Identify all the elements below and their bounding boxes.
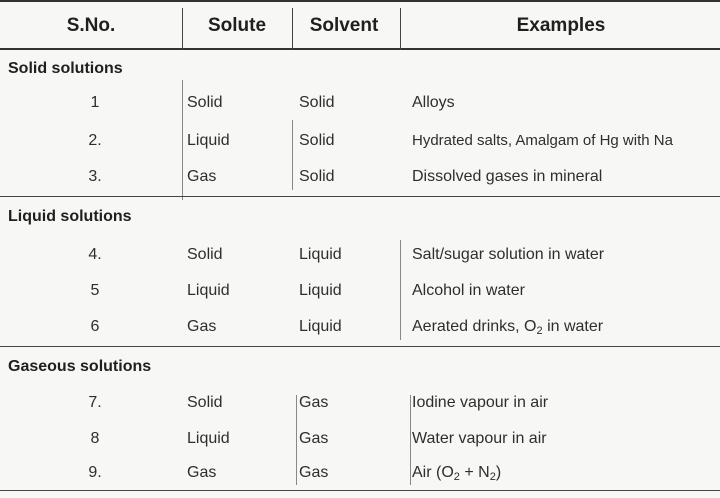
table-bottom-rule bbox=[0, 490, 720, 491]
example-cell bbox=[412, 456, 718, 490]
sno-cell: 4. bbox=[88, 246, 102, 263]
example-cell: Hydrated salts, Amalgam of Hg with Na bbox=[412, 132, 673, 149]
solvent-cell: Liquid bbox=[299, 318, 342, 335]
solute-cell: Liquid bbox=[187, 430, 230, 447]
sno-cell: 9. bbox=[88, 464, 102, 481]
solvent-cell: Liquid bbox=[299, 246, 342, 263]
sno-cell: 7. bbox=[88, 394, 102, 411]
solute-cell: Liquid bbox=[187, 282, 230, 299]
solvent-cell: Solid bbox=[299, 94, 335, 111]
table-row bbox=[0, 238, 720, 272]
solvent-cell: Solid bbox=[299, 168, 335, 185]
solute-cell: Solid bbox=[187, 94, 223, 111]
header-solute: Solute bbox=[207, 15, 267, 36]
table-row bbox=[0, 310, 720, 344]
table-row bbox=[0, 422, 720, 456]
table-row bbox=[0, 124, 720, 158]
sno-cell: 2. bbox=[88, 132, 102, 149]
solvent-cell: Gas bbox=[299, 464, 329, 481]
example-cell bbox=[412, 310, 718, 344]
header-examples: Examples bbox=[516, 15, 606, 36]
example-text: + N bbox=[459, 464, 490, 481]
section-title-gaseous: Gaseous solutions bbox=[8, 358, 152, 375]
solvent-cell: Gas bbox=[299, 430, 329, 447]
solute-cell: Solid bbox=[187, 394, 223, 411]
header-divider bbox=[292, 8, 293, 50]
table-row bbox=[0, 86, 720, 120]
header-divider bbox=[182, 8, 183, 50]
table-row bbox=[0, 386, 720, 420]
example-text: in water bbox=[542, 318, 604, 335]
section-title-solid: Solid solutions bbox=[8, 60, 123, 77]
table-row bbox=[0, 160, 720, 194]
table-row bbox=[0, 456, 720, 490]
example-cell: Dissolved gases in mineral bbox=[412, 168, 603, 185]
section-title-liquid: Liquid solutions bbox=[8, 208, 132, 225]
example-cell: Salt/sugar solution in water bbox=[412, 246, 605, 263]
subscript: 2 bbox=[536, 325, 543, 337]
solute-cell: Gas bbox=[187, 464, 217, 481]
table-header bbox=[0, 0, 720, 50]
solvent-cell: Solid bbox=[299, 132, 335, 149]
table-row bbox=[0, 274, 720, 308]
sno-cell: 3. bbox=[88, 168, 102, 185]
header-sno: S.No. bbox=[66, 15, 116, 36]
solvent-cell: Liquid bbox=[299, 282, 342, 299]
sno-cell: 8 bbox=[90, 430, 100, 447]
subscript: 2 bbox=[489, 471, 496, 483]
section-divider bbox=[0, 196, 720, 197]
sno-cell: 5 bbox=[90, 282, 100, 299]
subscript: 2 bbox=[453, 471, 460, 483]
example-cell: Alcohol in water bbox=[412, 282, 525, 299]
solvent-cell: Gas bbox=[299, 394, 329, 411]
sno-cell: 1 bbox=[90, 94, 100, 111]
solute-cell: Liquid bbox=[187, 132, 230, 149]
example-cell: Alloys bbox=[412, 94, 455, 111]
solute-cell: Gas bbox=[187, 318, 217, 335]
example-text: Air (O bbox=[412, 464, 454, 481]
example-cell: Water vapour in air bbox=[412, 430, 547, 447]
solute-cell: Gas bbox=[187, 168, 217, 185]
header-solvent: Solvent bbox=[309, 15, 379, 36]
section-divider bbox=[0, 346, 720, 347]
example-text: ) bbox=[495, 464, 502, 481]
example-text: Aerated drinks, O bbox=[412, 318, 537, 335]
header-divider bbox=[400, 8, 401, 50]
example-cell: Iodine vapour in air bbox=[412, 394, 549, 411]
solute-cell: Solid bbox=[187, 246, 223, 263]
sno-cell: 6 bbox=[90, 318, 100, 335]
